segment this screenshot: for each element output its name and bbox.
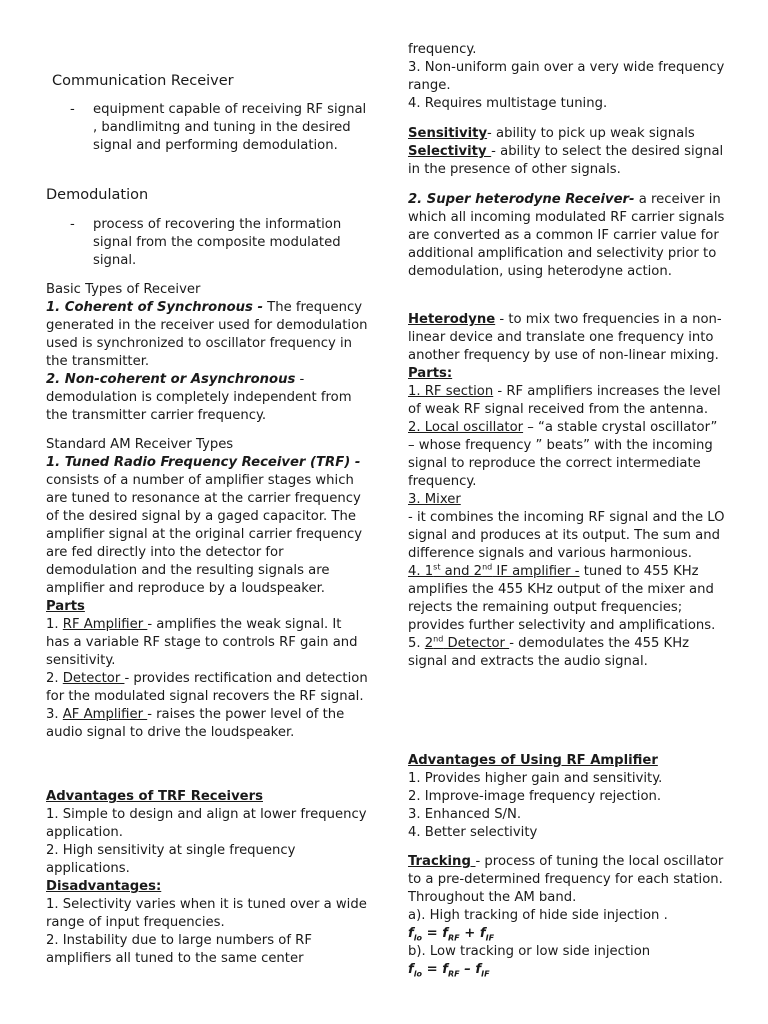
- part-number: 5.: [408, 636, 425, 651]
- formula-part: f: [408, 962, 414, 977]
- formula-low-side: [408, 961, 728, 979]
- basic-types-heading: Basic Types of Receiver: [46, 282, 201, 297]
- rf-advantages-heading: Advantages of Using RF Amplifier: [408, 753, 658, 768]
- formula-part: = f: [422, 962, 448, 977]
- list-item: 1. Selectivity varies when it is tuned over a wide range of input frequencies.: [46, 897, 367, 930]
- parts-heading: Parts:: [408, 366, 453, 381]
- trf-advantages-section: [46, 788, 368, 968]
- noncoherent-text: - demodulation is completely independent from the transmitter carrier frequency.: [46, 372, 352, 423]
- list-item: 1. Simple to design and align at lower frequency application.: [46, 807, 367, 840]
- trf-text: consists of a number of amplifier stages which are tuned to resonance at the carrier frequency of the desired signal by a gaged capacitor. The amplifier signal at the original carrier frequency are fed directly into the detector for demodulation and the resulting signals are amplifier and reproduce by a loudspeaker.: [46, 473, 363, 596]
- subscript: IF: [481, 969, 490, 979]
- term-part: 2: [424, 636, 434, 651]
- noncoherent-paragraph: [46, 371, 368, 425]
- part-number: 1.: [46, 617, 63, 632]
- subscript: RF: [447, 969, 460, 979]
- tracking-section: [408, 853, 728, 979]
- definition-text: process of recovering the information signal from the composite modulated signal.: [93, 217, 342, 268]
- heterodyne-text: - to mix two frequencies in a non-linear device and translate one frequency into another frequency by use of non-linear mixing.: [408, 312, 722, 363]
- part-rf-section: [408, 383, 728, 419]
- definition-demodulation: [46, 216, 368, 270]
- doc-title: Communication Receiver: [52, 73, 234, 89]
- superheterodyne-paragraph: [408, 191, 728, 281]
- part-number: 3.: [46, 707, 63, 722]
- list-item: b). Low tracking or low side injection: [408, 944, 651, 959]
- part-mixer-label: [408, 491, 728, 509]
- sensitivity-term: Sensitivity: [408, 126, 488, 141]
- list-item: 4. Requires multistage tuning.: [408, 96, 608, 111]
- trf-title: 1. Tuned Radio Frequency Receiver (TRF) -: [46, 455, 361, 470]
- coherent-paragraph: [46, 299, 368, 371]
- basic-types-section: [46, 281, 368, 425]
- part-rf-amplifier: [46, 616, 368, 670]
- formula-part: – f: [459, 962, 482, 977]
- selectivity-term: Selectivity: [408, 144, 492, 159]
- part-text: - raises the power level of the audio signal to drive the loudspeaker.: [46, 707, 345, 740]
- subscript: IF: [485, 933, 495, 943]
- sensitivity-definition: [408, 125, 728, 143]
- part-text: - provides rectification and detection for the modulated signal recovers the RF signal.: [46, 671, 368, 704]
- formula-high-side: [408, 925, 728, 943]
- subscript: lo: [413, 933, 422, 943]
- coherent-title: 1. Coherent of Synchronous -: [46, 300, 263, 315]
- formula-part: f: [408, 926, 414, 941]
- part-text: - amplifies the weak signal. It has a variable RF stage to controls RF gain and sensitivity.: [46, 617, 358, 668]
- tracking-term: Tracking: [408, 854, 476, 869]
- subscript: lo: [413, 969, 422, 979]
- sensitivity-selectivity: [408, 125, 728, 179]
- part-term: 1. RF section: [408, 384, 494, 399]
- list-item: 2. Improve-image frequency rejection.: [408, 789, 662, 804]
- part-term: 2. Local oscillator: [408, 420, 524, 435]
- term-part: Detector: [443, 636, 510, 651]
- list-item: 3. Non-uniform gain over a very wide frequency range.: [408, 60, 725, 93]
- standard-am-heading: Standard AM Receiver Types: [46, 437, 234, 452]
- selectivity-definition: [408, 143, 728, 179]
- superscript: nd: [482, 562, 493, 572]
- part-text: – “a stable crystal oscillator” – whose frequency ” beats” with the incoming signal to reproduce the correct intermediate frequency.: [408, 420, 718, 489]
- part-term: AF Amplifier: [62, 707, 148, 722]
- part-term: Detector: [62, 671, 125, 686]
- list-item: 1. Provides higher gain and sensitivity.: [408, 771, 663, 786]
- part-mixer-text: - it combines the incoming RF signal and the LO signal and produces at its output. The sum and difference signals and various harmonious.: [408, 510, 725, 561]
- dash-marker: -: [70, 217, 75, 232]
- formula-part: + f: [459, 926, 486, 941]
- noncoherent-title: 2. Non-coherent or Asynchronous: [46, 372, 296, 387]
- list-item: 3. Enhanced S/N.: [408, 807, 522, 822]
- tracking-text: - process of tuning the local oscillator to a pre-determined frequency for each station. Throughout the AM band.: [408, 854, 724, 905]
- list-item: 2. High sensitivity at single frequency applications.: [46, 843, 296, 876]
- list-item: 2. Instability due to large numbers of RF amplifiers all tuned to the same center: [46, 933, 312, 966]
- disadvantages-heading: Disadvantages:: [46, 879, 162, 894]
- superheterodyne-title: 2. Super heterodyne Receiver-: [408, 192, 635, 207]
- part-term: [408, 564, 580, 579]
- term-part: IF amplifier -: [492, 564, 580, 579]
- parts-heading: Parts: [46, 599, 85, 614]
- part-detector: [46, 670, 368, 706]
- part-af-amplifier: [46, 706, 368, 742]
- heterodyne-definition: [408, 311, 728, 365]
- list-item: frequency.: [408, 42, 477, 57]
- sensitivity-text: - ability to pick up weak signals: [487, 126, 695, 141]
- demodulation-heading: Demodulation: [46, 187, 149, 203]
- tracking-definition: [408, 853, 728, 907]
- part-second-detector: [408, 635, 728, 671]
- definition-receiver: [46, 101, 368, 155]
- part-term: [425, 636, 509, 651]
- standard-am-section: [46, 436, 368, 742]
- selectivity-text: - ability to select the desired signal in the presence of other signals.: [408, 144, 724, 177]
- formula-part: = f: [422, 926, 448, 941]
- disadvantages-continued: [408, 41, 728, 113]
- trf-advantages-heading: Advantages of TRF Receivers: [46, 789, 263, 804]
- list-item: a). High tracking of hide side injection .: [408, 908, 668, 923]
- dash-marker: -: [70, 102, 75, 117]
- superheterodyne-text: a receiver in which all incoming modulated RF carrier signals are converted as a common IF carrier value for additional amplification and selectivity prior to demodulation, using heterodyne action.: [408, 192, 725, 279]
- subscript: RF: [447, 933, 460, 943]
- heterodyne-term: Heterodyne: [408, 312, 496, 327]
- part-text: - RF amplifiers increases the level of weak RF signal received from the antenna.: [408, 384, 721, 417]
- list-item: 4. Better selectivity: [408, 825, 538, 840]
- part-text: tuned to 455 KHz amplifies the 455 KHz output of the mixer and rejects the remaining output frequencies; provides further selectivity and amplifications.: [408, 564, 716, 633]
- trf-paragraph: [46, 454, 368, 598]
- superscript: nd: [433, 634, 444, 644]
- term-part: and 2: [440, 564, 483, 579]
- part-number: 2.: [46, 671, 63, 686]
- part-text: - demodulates the 455 KHz signal and extracts the audio signal.: [408, 636, 690, 669]
- superscript: st: [433, 562, 441, 572]
- coherent-text: The frequency generated in the receiver used for demodulation used is synchronized to oscillator frequency in the transmitter.: [46, 300, 368, 369]
- definition-text: equipment capable of receiving RF signal , bandlimitng and tuning in the desired signal and performing demodulation.: [93, 102, 367, 153]
- term-part: 4. 1: [408, 564, 434, 579]
- rf-amplifier-advantages: [408, 752, 728, 842]
- part-term: RF Amplifier: [62, 617, 148, 632]
- part-if-amplifier: [408, 563, 728, 635]
- heterodyne-section: [408, 311, 728, 671]
- part-term: 3. Mixer: [408, 492, 461, 507]
- part-local-oscillator: [408, 419, 728, 491]
